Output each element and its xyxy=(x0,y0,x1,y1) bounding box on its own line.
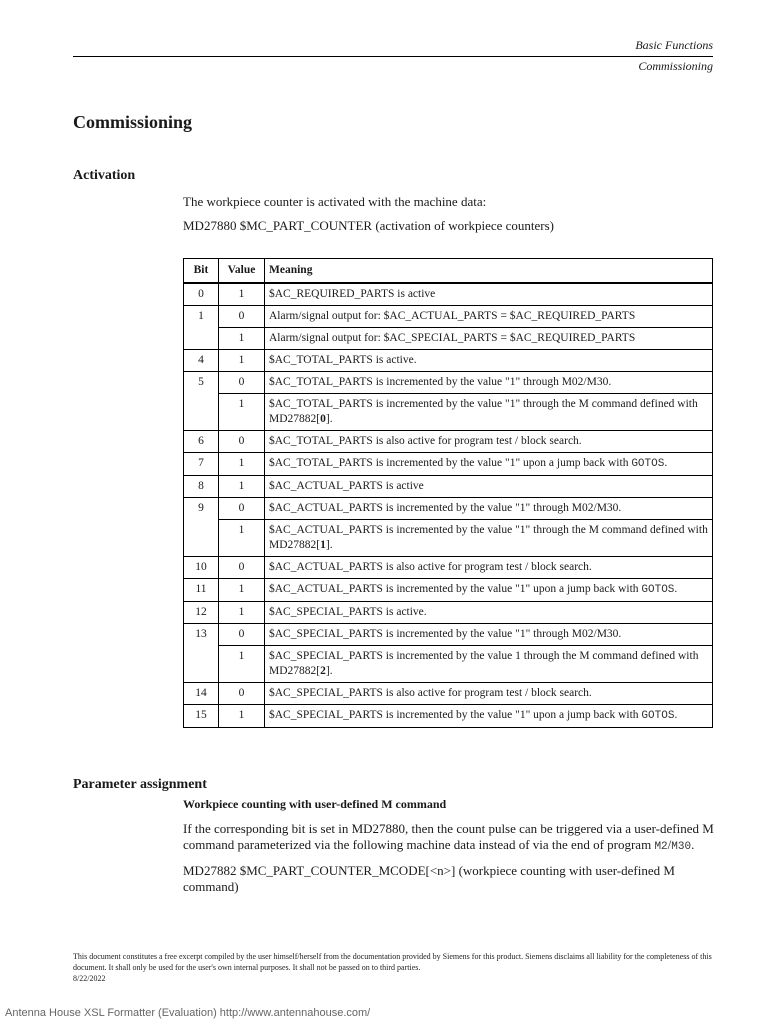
cell-meaning: $AC_ACTUAL_PARTS is incremented by the value "1" through M02/M30. xyxy=(265,498,713,520)
cell-value: 0 xyxy=(219,624,265,646)
cell-bit: 15 xyxy=(184,705,219,728)
cell-value: 0 xyxy=(219,431,265,453)
cell-value: 0 xyxy=(219,372,265,394)
table-row xyxy=(184,705,713,728)
table-row xyxy=(184,646,713,683)
cell-bit: 7 xyxy=(184,453,219,476)
cell-value: 0 xyxy=(219,498,265,520)
table-row xyxy=(184,498,713,520)
running-header-chapter: Basic Functions xyxy=(635,38,713,52)
cell-bit: 8 xyxy=(184,476,219,498)
table-row xyxy=(184,372,713,394)
cell-value: 1 xyxy=(219,283,265,306)
column-header-meaning: Meaning xyxy=(265,259,713,284)
table-row xyxy=(184,624,713,646)
cell-value: 1 xyxy=(219,394,265,431)
parameter-body: If the corresponding bit is set in MD27880, then the count pulse can be triggered via a user-defined M command parameterized via the following machine data instead of via the end of program M2/M30. xyxy=(183,821,714,853)
activation-machine-data: MD27880 $MC_PART_COUNTER (activation of workpiece counters) xyxy=(183,218,554,233)
cell-value: 1 xyxy=(219,705,265,728)
running-header-section: Commissioning xyxy=(638,59,713,73)
cell-value: 1 xyxy=(219,453,265,476)
cell-value: 1 xyxy=(219,602,265,624)
page-title: Commissioning xyxy=(73,112,193,132)
cell-value: 1 xyxy=(219,328,265,350)
cell-bit: 12 xyxy=(184,602,219,624)
table-row xyxy=(184,520,713,557)
table-row xyxy=(184,683,713,705)
activation-heading: Activation xyxy=(73,168,136,183)
cell-meaning: $AC_TOTAL_PARTS is incremented by the value "1" through M02/M30. xyxy=(265,372,713,394)
table-row xyxy=(184,394,713,431)
cell-value: 0 xyxy=(219,683,265,705)
cell-bit: 4 xyxy=(184,350,219,372)
cell-meaning: $AC_SPECIAL_PARTS is incremented by the value 1 through the M command defined with MD27882[2]. xyxy=(265,646,713,683)
table-row xyxy=(184,557,713,579)
watermark: Antenna House XSL Formatter (Evaluation) http://www.antennahouse.com/ xyxy=(5,1007,371,1019)
table-row xyxy=(184,431,713,453)
cell-meaning: Alarm/signal output for: $AC_SPECIAL_PARTS = $AC_REQUIRED_PARTS xyxy=(265,328,713,350)
table-row xyxy=(184,306,713,328)
parameter-subheading: Workpiece counting with user-defined M command xyxy=(183,797,447,811)
cell-bit: 14 xyxy=(184,683,219,705)
table-row xyxy=(184,579,713,602)
cell-meaning: $AC_TOTAL_PARTS is also active for program test / block search. xyxy=(265,431,713,453)
parameter-machine-data: MD27882 $MC_PART_COUNTER_MCODE[<n>] (workpiece counting with user-defined M command) xyxy=(183,863,675,894)
parameter-assignment-heading: Parameter assignment xyxy=(73,777,207,792)
cell-meaning: $AC_ACTUAL_PARTS is active xyxy=(265,476,713,498)
table-row xyxy=(184,328,713,350)
cell-meaning: $AC_REQUIRED_PARTS is active xyxy=(265,283,713,306)
footer-disclaimer: This document constitutes a free excerpt compiled by the user himself/herself from the documentation provided by Siemens for this product. Siemens disclaims all liability for the completeness of this document. It shall only be used for the user's own internal purposes. It shall not be passed on to third parties. xyxy=(73,952,712,972)
cell-meaning: $AC_SPECIAL_PARTS is also active for program test / block search. xyxy=(265,683,713,705)
cell-meaning: $AC_ACTUAL_PARTS is incremented by the value "1" upon a jump back with GOTOS. xyxy=(265,579,713,602)
cell-meaning: $AC_ACTUAL_PARTS is also active for program test / block search. xyxy=(265,557,713,579)
cell-meaning: $AC_SPECIAL_PARTS is incremented by the value "1" upon a jump back with GOTOS. xyxy=(265,705,713,728)
activation-intro: The workpiece counter is activated with the machine data: xyxy=(183,194,487,209)
cell-meaning: $AC_SPECIAL_PARTS is incremented by the value "1" through M02/M30. xyxy=(265,624,713,646)
cell-meaning: $AC_SPECIAL_PARTS is active. xyxy=(265,602,713,624)
cell-meaning: $AC_TOTAL_PARTS is active. xyxy=(265,350,713,372)
cell-bit: 0 xyxy=(184,283,219,306)
cell-bit: 10 xyxy=(184,557,219,579)
table-row xyxy=(184,602,713,624)
cell-bit: 11 xyxy=(184,579,219,602)
footer-date: 8/22/2022 xyxy=(73,974,106,983)
cell-value: 1 xyxy=(219,646,265,683)
column-header-value: Value xyxy=(219,259,265,284)
cell-value: 0 xyxy=(219,557,265,579)
column-header-bit: Bit xyxy=(184,259,219,284)
table-row xyxy=(184,453,713,476)
cell-value: 1 xyxy=(219,476,265,498)
cell-meaning: $AC_ACTUAL_PARTS is incremented by the value "1" through the M command defined with MD27882[1]. xyxy=(265,520,713,557)
table-row xyxy=(184,283,713,306)
cell-bit: 9 xyxy=(184,498,219,557)
table-row xyxy=(184,476,713,498)
cell-value: 1 xyxy=(219,520,265,557)
table-row xyxy=(184,350,713,372)
cell-value: 1 xyxy=(219,579,265,602)
bit-value-table xyxy=(183,258,713,728)
cell-bit: 1 xyxy=(184,306,219,350)
cell-meaning: Alarm/signal output for: $AC_ACTUAL_PARTS = $AC_REQUIRED_PARTS xyxy=(265,306,713,328)
cell-meaning: $AC_TOTAL_PARTS is incremented by the value "1" upon a jump back with GOTOS. xyxy=(265,453,713,476)
cell-bit: 5 xyxy=(184,372,219,431)
cell-value: 0 xyxy=(219,306,265,328)
cell-bit: 6 xyxy=(184,431,219,453)
table-header-row xyxy=(184,259,713,284)
cell-meaning: $AC_TOTAL_PARTS is incremented by the value "1" through the M command defined with MD27882[0]. xyxy=(265,394,713,431)
cell-value: 1 xyxy=(219,350,265,372)
cell-bit: 13 xyxy=(184,624,219,683)
header-rule xyxy=(73,56,713,57)
footer xyxy=(73,951,713,984)
